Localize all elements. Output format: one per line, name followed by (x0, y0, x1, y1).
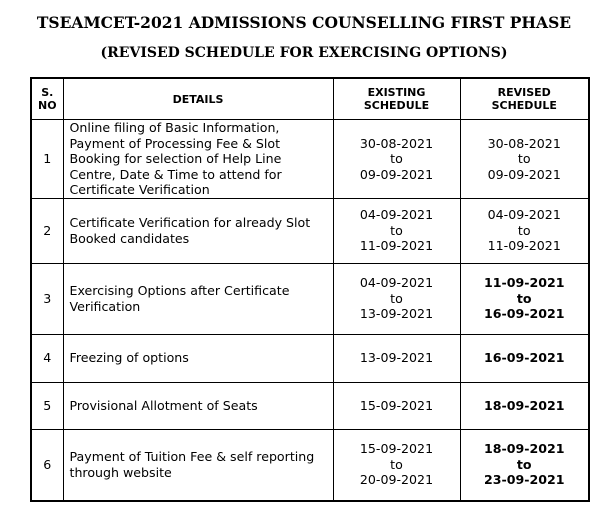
row-sno: 3 (31, 263, 63, 334)
row-details: Online filing of Basic Information, Payment of Processing Fee & Slot Booking for selection of Help Line Centre, Date & Time to attend for Certificate Verification (63, 120, 333, 199)
revised-to-date: 16-09-2021 (483, 306, 565, 322)
header-revised-line2: SCHEDULE (491, 99, 557, 112)
existing-to-date: 09-09-2021 (359, 166, 434, 182)
table-row (31, 382, 589, 429)
existing-from-date: 15-09-2021 (359, 441, 434, 457)
existing-to-word: to (390, 151, 403, 166)
table-row (31, 120, 589, 199)
row-existing-schedule (333, 429, 460, 501)
existing-to-date: 20-09-2021 (359, 472, 434, 488)
existing-to-word: to (390, 290, 403, 306)
row-existing-schedule (333, 198, 460, 263)
row-sno: 2 (31, 198, 63, 263)
row-details: Certificate Verification for already Slot Booked candidates (63, 198, 333, 263)
table-row (31, 263, 589, 334)
row-details: Payment of Tuition Fee & self reporting through website (63, 429, 333, 501)
revised-to-word: to (517, 151, 531, 166)
row-sno: 1 (31, 120, 63, 199)
row-details: Exercising Options after Certificate Verification (63, 263, 333, 334)
revised-to-word: to (516, 290, 532, 306)
row-existing-schedule (333, 120, 460, 199)
header-sno-line2: NO (38, 99, 57, 112)
row-sno: 6 (31, 429, 63, 501)
row-revised-schedule (460, 429, 589, 501)
revised-to-date: 23-09-2021 (483, 472, 565, 488)
existing-from-date: 30-08-2021 (359, 135, 434, 151)
existing-from-date: 04-09-2021 (359, 275, 434, 291)
row-existing-schedule: 15-09-2021 (333, 382, 460, 429)
existing-to-word: to (390, 222, 403, 238)
row-revised-schedule: 16-09-2021 (460, 334, 589, 382)
row-details: Freezing of options (63, 334, 333, 382)
existing-to-date: 13-09-2021 (359, 306, 434, 322)
header-revised-line1: REVISED (497, 86, 551, 99)
schedule-table (30, 77, 590, 502)
revised-to-word: to (517, 222, 531, 238)
revised-from-date: 30-08-2021 (487, 135, 561, 151)
revised-from-date: 11-09-2021 (483, 275, 565, 291)
header-sno-line1: S. (41, 86, 54, 99)
header-existing-line2: SCHEDULE (363, 99, 430, 112)
revised-to-date: 09-09-2021 (487, 166, 561, 182)
row-revised-schedule (460, 198, 589, 263)
revised-from-date: 18-09-2021 (483, 441, 565, 457)
row-details: Provisional Allotment of Seats (63, 382, 333, 429)
existing-from-date: 04-09-2021 (359, 207, 434, 223)
row-revised-schedule (460, 263, 589, 334)
header-details: DETAILS (63, 78, 333, 120)
table-row (31, 429, 589, 501)
header-sno (31, 78, 63, 120)
revised-to-date: 11-09-2021 (487, 238, 561, 254)
header-revised (460, 78, 589, 120)
row-sno: 4 (31, 334, 63, 382)
page-title: TSEAMCET-2021 ADMISSIONS COUNSELLING FIRST PHASE (36, 13, 572, 32)
table-row (31, 198, 589, 263)
page-subtitle: (REVISED SCHEDULE FOR EXERCISING OPTIONS) (100, 45, 508, 61)
row-existing-schedule: 13-09-2021 (333, 334, 460, 382)
row-sno: 5 (31, 382, 63, 429)
row-revised-schedule: 18-09-2021 (460, 382, 589, 429)
existing-to-word: to (390, 456, 403, 472)
table-row (31, 334, 589, 382)
revised-from-date: 04-09-2021 (487, 207, 561, 223)
row-revised-schedule (460, 120, 589, 199)
header-existing-line1: EXISTING (367, 86, 426, 99)
existing-to-date: 11-09-2021 (359, 238, 434, 254)
header-existing (333, 78, 460, 120)
table-header-row (31, 78, 589, 120)
row-existing-schedule (333, 263, 460, 334)
revised-to-word: to (516, 456, 532, 472)
